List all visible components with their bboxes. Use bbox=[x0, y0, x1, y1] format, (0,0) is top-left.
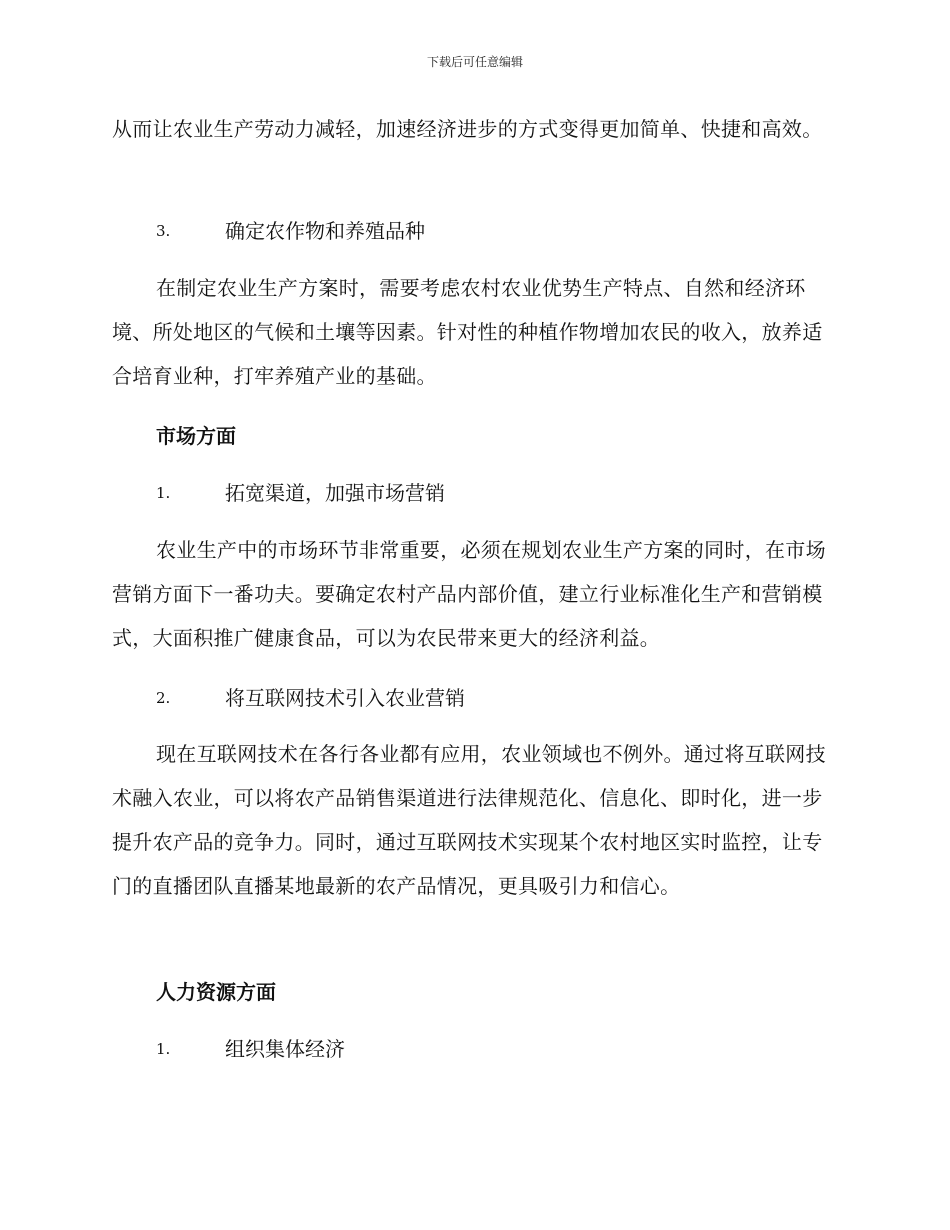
list-number: 1. bbox=[156, 1040, 171, 1058]
list-title: 组织集体经济 bbox=[225, 1037, 345, 1061]
list-title: 拓宽渠道，加强市场营销 bbox=[225, 481, 445, 505]
continuation-paragraph: 从而让农业生产劳动力减轻，加速经济进步的方式变得更加简单、快捷和高效。 bbox=[112, 117, 823, 141]
paragraph-crops: 在制定农业生产方案时，需要考虑农村农业优势生产特点、自然和经济环境、所处地区的气候和土壤等因素。针对性的种植作物增加农民的收入，放养适合培育业种，打牢养殖产业的基础。 bbox=[112, 276, 823, 388]
paragraph-internet: 现在互联网技术在各行各业都有应用，农业领域也不例外。通过将互联网技术融入农业，可以将农产品销售渠道进行法律规范化、信息化、即时化，进一步提升农产品的竞争力。同时，通过互联网技术实现某个农村地区实时监控，让专门的直播团队直播某地最新的农产品情况，更具吸引力和信心。 bbox=[112, 742, 826, 898]
paragraph-market: 农业生产中的市场环节非常重要，必须在规划农业生产方案的同时，在市场营销方面下一番功夫。要确定农村产品内部价值，建立行业标准化生产和营销模式，大面积推广健康食品，可以为农民带来更大的经济利益。 bbox=[112, 538, 826, 650]
list-number: 2. bbox=[156, 689, 171, 707]
section-heading-hr: 人力资源方面 bbox=[156, 980, 276, 1004]
page-header: 下载后可任意编辑 bbox=[426, 55, 523, 69]
list-number: 3. bbox=[156, 222, 171, 240]
list-title: 确定农作物和养殖品种 bbox=[225, 219, 425, 243]
list-title: 将互联网技术引入农业营销 bbox=[225, 686, 465, 710]
section-heading-market: 市场方面 bbox=[156, 424, 236, 448]
list-number: 1. bbox=[156, 484, 171, 502]
